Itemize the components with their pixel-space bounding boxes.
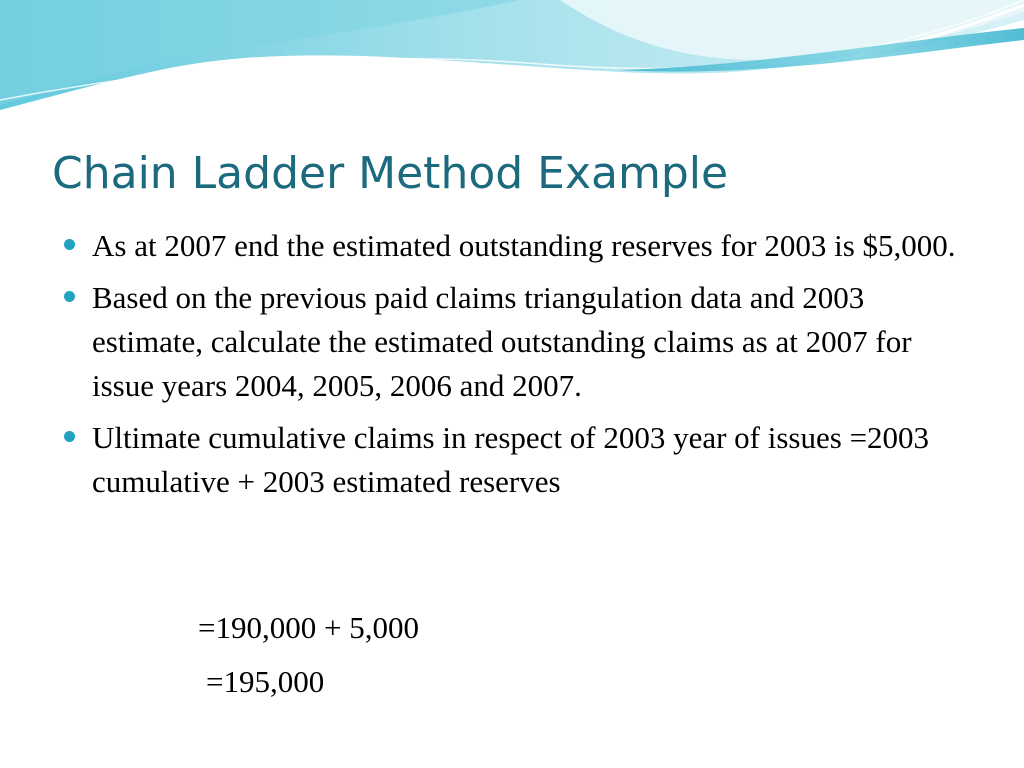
bullet-item [62, 276, 962, 408]
formula-line-sum: =190,000 + 5,000 [198, 610, 419, 645]
bullet-list [62, 224, 962, 512]
bullet-dot-icon [64, 239, 75, 250]
bullet-text: As at 2007 end the estimated outstanding reserves for 2003 is $5,000. [92, 228, 956, 263]
bullet-item [62, 416, 962, 504]
bullet-text: Ultimate cumulative claims in respect of 2003 year of issues =2003 cumulative + 2003 estimated reserves [92, 420, 930, 499]
bullet-dot-icon [64, 431, 75, 442]
bullet-dot-icon [64, 291, 75, 302]
header-wave-decoration [0, 0, 1024, 130]
formula-line-result: =195,000 [206, 664, 325, 699]
bullet-text: Based on the previous paid claims triangulation data and 2003 estimate, calculate the estimated outstanding claims as at 2007 for issue years 2004, 2005, 2006 and 2007. [92, 280, 912, 403]
slide-title: Chain Ladder Method Example [52, 148, 729, 199]
bullet-item [62, 224, 962, 268]
